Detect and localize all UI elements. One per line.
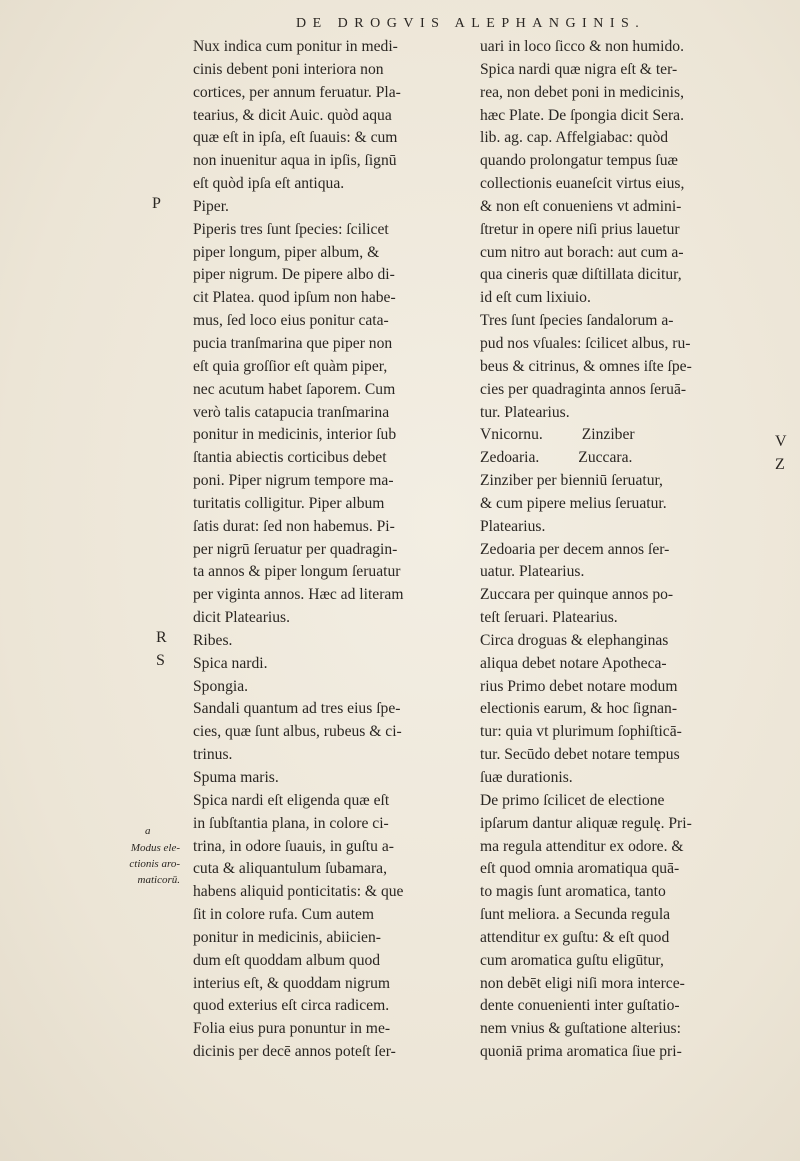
margin-letter-r: R (156, 629, 167, 646)
text-line: per nigrū ſeruatur per quadragin- (193, 540, 398, 558)
text-line: lib. ag. cap. Affelgiabac: quòd (480, 129, 669, 147)
text-line: Vnicornu. Zinziber (480, 426, 635, 444)
text-line: Tres ſunt ſpecies ſandalorum a- (480, 312, 674, 330)
text-line: uatur. Platearius. (480, 563, 585, 581)
text-line: Spongia. (193, 677, 249, 695)
text-line: trina, in odore ſuauis, in guſtu a- (193, 837, 394, 855)
margin-letter-z: Z (775, 456, 785, 473)
text-line: trinus. (193, 746, 233, 764)
text-line: per viginta annos. Hæc ad literam (193, 586, 404, 604)
text-line: dicit Platearius. (193, 609, 291, 627)
margin-letter-s: S (156, 652, 165, 669)
text-line: rea, non debet poni in medicinis, (480, 83, 684, 101)
text-line: attenditur ex guſtu: & eſt quod (480, 928, 670, 946)
text-line: to magis ſunt aromatica, tanto (480, 883, 666, 901)
text-line: cies per quadraginta annos ſeruā- (480, 380, 687, 398)
text-line: Platearius. (480, 517, 546, 535)
text-line: interius eſt, & quoddam nigrum (193, 974, 391, 992)
text-line: quod exterius eſt circa radicem. (193, 997, 390, 1015)
text-line: poni. Piper nigrum tempore ma- (193, 472, 394, 490)
text-line: pucia tranſmarina que piper non (193, 334, 393, 352)
text-line: cortices, per annum feruatur. Pla- (193, 83, 401, 101)
text-line: id eſt cum lixiuio. (480, 289, 591, 307)
margin-letter-v: V (775, 433, 787, 450)
text-line: mus, ſed loco eius ponitur cata- (193, 312, 389, 330)
text-line: aliqua debet notare Apotheca- (480, 654, 667, 672)
text-line: in ſubſtantia plana, in colore ci- (193, 814, 389, 832)
text-line: tearius, & dicit Auic. quòd aqua (193, 106, 392, 124)
text-line: & non eſt conueniens vt admini- (480, 197, 682, 215)
text-line: dente conuenienti inter guſtatio- (480, 997, 680, 1015)
text-line: ſunt meliora. a Secunda regula (480, 906, 671, 924)
text-line: tur. Platearius. (480, 403, 570, 421)
text-line: turitatis colligitur. Piper album (193, 494, 385, 512)
text-line: Spica nardi quæ nigra eſt & ter- (480, 60, 678, 78)
text-line: nem vnius & guſtatione alterius: (480, 1020, 681, 1038)
text-line: Spica nardi eſt eligenda quæ eſt (193, 791, 390, 809)
text-line: cuta & aliquantulum ſubamara, (193, 860, 387, 878)
text-line: piper longum, piper album, & (193, 243, 380, 261)
text-line: eſt quòd ipſa eſt antiqua. (193, 175, 345, 193)
text-line: ma regula attenditur ex odore. & (480, 837, 684, 855)
text-line: uari in loco ſicco & non humido. (480, 38, 684, 55)
text-line: rius Primo debet notare modum (480, 677, 678, 695)
text-line: De primo ſcilicet de electione (480, 791, 665, 809)
text-line: Zedoaria. Zuccara. (480, 449, 633, 467)
margin-note-marker: a (145, 825, 151, 837)
text-line: cit Platea. quod ipſum non habe- (193, 289, 396, 307)
text-line: Piper. (193, 197, 229, 215)
text-line: Spuma maris. (193, 769, 279, 786)
text-line: Nux indica cum ponitur in medi- (193, 38, 398, 55)
text-line: verò talis catapucia tranſmarina (193, 403, 390, 421)
text-line: ſtretur in opere niſi prius lauetur (480, 220, 680, 238)
text-line: ſtantia abiectis corticibus debet (193, 449, 387, 467)
running-head: DE DROGVIS ALEPHANGINIS. (296, 16, 646, 31)
text-line: quoniā prima aromatica ſiue pri- (480, 1043, 682, 1061)
margin-note-line: maticorū. (137, 874, 180, 886)
text-line: non inuenitur aqua in ipſis, ſignū (193, 152, 397, 170)
margin-note-line: ctionis aro- (129, 858, 180, 870)
text-line: tur: quia vt plurimum ſophiſticā- (480, 723, 682, 741)
text-line: ſatis durat: ſed non habemus. Pi- (193, 517, 395, 535)
text-line: electionis earum, & hoc ſignan- (480, 700, 678, 718)
text-line: habens aliquid ponticitatis: & que (193, 883, 404, 901)
text-line: ta annos & piper longum ſeruatur (193, 563, 401, 581)
text-line: collectionis euaneſcit virtus eius, (480, 175, 685, 193)
text-line: eſt quod omnia aromatiqua quā- (480, 860, 680, 878)
text-line: cum nitro aut borach: aut cum a- (480, 243, 684, 261)
text-line: pud nos vſuales: ſcilicet albus, ru- (480, 334, 691, 352)
text-line: non debēt eligi niſi mora interce- (480, 974, 685, 992)
left-text-column (193, 36, 468, 1064)
text-line: cinis debent poni interiora non (193, 60, 384, 78)
text-line: quando prolongatur tempus ſuæ (480, 152, 678, 170)
text-line: ponitur in medicinis, interior ſub (193, 426, 397, 444)
right-text-column (480, 36, 770, 1064)
text-line: Piperis tres ſunt ſpecies: ſcilicet (193, 220, 389, 238)
text-line: dicinis per decē annos poteſt ſer- (193, 1043, 396, 1061)
text-line: hæc Plate. De ſpongia dicit Sera. (480, 106, 684, 124)
text-line: cum aromatica guſtu eligūtur, (480, 951, 664, 969)
text-line: ſuæ durationis. (480, 769, 573, 786)
text-line: & cum pipere melius ſeruatur. (480, 494, 667, 512)
text-line: quæ eſt in ipſa, eſt ſuauis: & cum (193, 129, 398, 147)
text-line: Sandali quantum ad tres eius ſpe- (193, 700, 401, 718)
text-line: beus & citrinus, & omnes iſte ſpe- (480, 357, 692, 375)
margin-note-line: Modus ele- (130, 842, 180, 854)
text-line: Zuccara per quinque annos po- (480, 586, 674, 604)
text-line: dum eſt quoddam album quod (193, 951, 381, 969)
text-line: Circa droguas & elephanginas (480, 631, 669, 649)
text-line: Zinziber per bienniū ſeruatur, (480, 472, 663, 490)
text-line: tur. Secūdo debet notare tempus (480, 746, 680, 764)
text-line: nec acutum habet ſaporem. Cum (193, 380, 396, 398)
text-line: cies, quæ ſunt albus, rubeus & ci- (193, 723, 402, 741)
text-line: teſt ſeruari. Platearius. (480, 609, 618, 627)
text-line: qua cineris quæ diſtillata dicitur, (480, 266, 682, 284)
margin-letter-p: P (152, 195, 161, 212)
text-line: Zedoaria per decem annos ſer- (480, 540, 670, 558)
text-line: ipſarum dantur aliquæ regulę. Pri- (480, 814, 692, 832)
margin-note (90, 840, 180, 888)
text-line: ponitur in medicinis, abiicien- (193, 928, 381, 946)
text-line: Spica nardi. (193, 654, 268, 672)
text-line: Ribes. (193, 631, 233, 649)
text-line: piper nigrum. De pipere albo di- (193, 266, 395, 284)
text-line: eſt quia groſſior eſt quàm piper, (193, 357, 388, 375)
text-line: ſit in colore rufa. Cum autem (193, 906, 375, 924)
text-line: Folia eius pura ponuntur in me- (193, 1020, 391, 1038)
